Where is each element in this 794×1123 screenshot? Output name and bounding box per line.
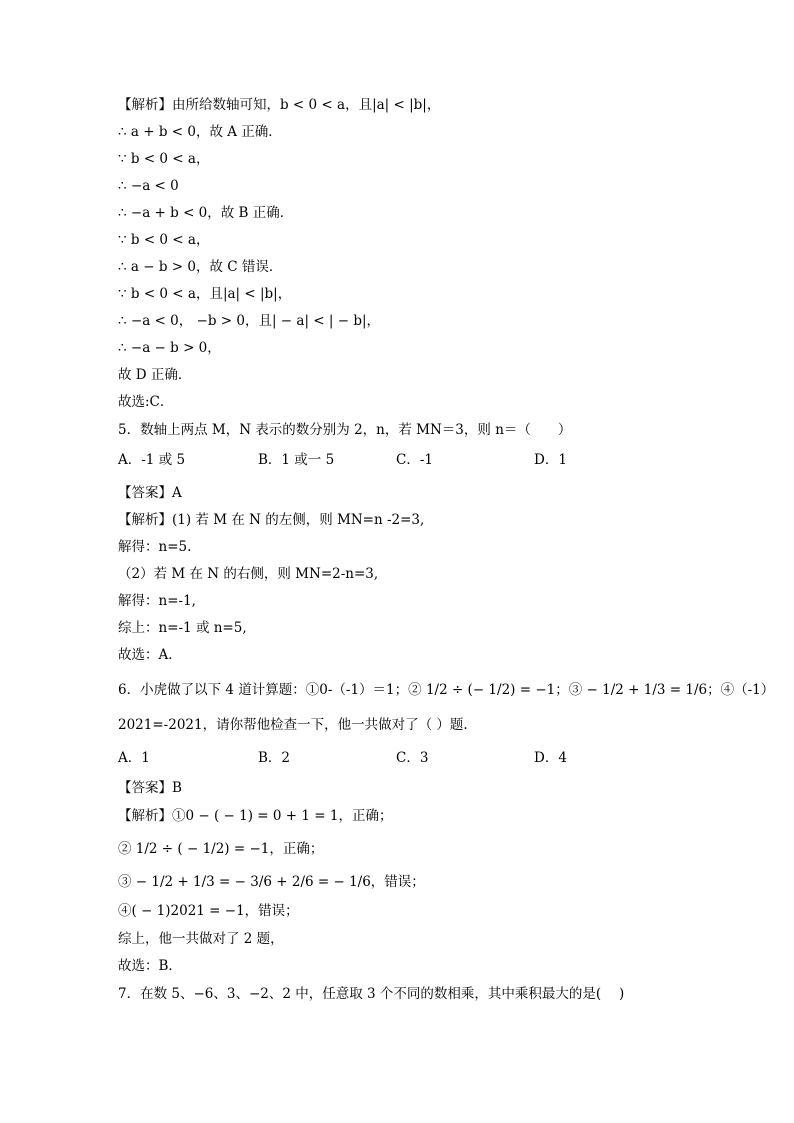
answer-choice-line: 故选:C．: [118, 394, 174, 410]
analysis-line: 综上：n=-1 或 n=5,: [118, 620, 247, 636]
option-d: D．4: [534, 750, 567, 766]
analysis-line: ∴ −a < 0， −b > 0，且| − a| < | − b|，: [118, 313, 381, 329]
analysis-line: ∴ −a − b > 0，: [118, 340, 221, 356]
answer-line: 【答案】B: [118, 780, 182, 796]
option-b: B．2: [258, 750, 291, 766]
answer-choice-line: 故选：B．: [118, 958, 182, 974]
option-b: B．1 或一 5: [258, 452, 335, 468]
question-6-options: [118, 749, 678, 767]
option-a: A．1: [118, 750, 150, 766]
analysis-line: 【解析】由所给数轴可知，b < 0 < a，且|a| < |b|，: [118, 97, 441, 113]
analysis-line: 综上，他一共做对了 2 题，: [118, 931, 284, 947]
option-c: C．3: [396, 750, 429, 766]
analysis-line: 解得：n=-1,: [118, 593, 196, 609]
analysis-line: ② 1/2 ÷ ( − 1/2) = −1，正确；: [118, 841, 324, 857]
analysis-line: ③ − 1/2 + 1/3 = − 3/6 + 2/6 = − 1/6，错误；: [118, 874, 425, 890]
option-d: D．1: [534, 452, 567, 468]
analysis-line: ∵ b < 0 < a，: [118, 151, 210, 167]
option-a: A．-1 或 5: [118, 452, 186, 468]
analysis-line: 故 D 正确．: [118, 367, 192, 383]
analysis-line: ∴ −a < 0: [118, 178, 179, 194]
question-6-stem: 6．小虎做了以下 4 道计算题：①0-（-1）＝1；② 1/2 ÷ (− 1/2) = −1；③ − 1/2 + 1/3 = 1/6；④（-1）: [118, 682, 775, 698]
analysis-line: 【解析】①0 − ( − 1) = 0 + 1 = 1，正确；: [118, 808, 393, 824]
question-5-stem: 5．数轴上两点 M，N 表示的数分别为 2，n，若 MN＝3，则 n＝（ ）: [118, 422, 572, 438]
analysis-line: （2）若 M 在 N 的右侧，则 MN=2-n=3,: [118, 566, 379, 582]
option-c: C．-1: [396, 452, 433, 468]
analysis-line: 解得：n=5.: [118, 539, 192, 555]
analysis-line: ∴ a + b < 0，故 A 正确．: [118, 124, 282, 140]
question-5-options: [118, 451, 678, 469]
question-7-stem: 7．在数 5、−6、3、−2、2 中，任意取 3 个不同的数相乘，其中乘积最大的是( ): [118, 986, 625, 1002]
analysis-line: ∴ a − b > 0，故 C 错误．: [118, 259, 283, 275]
analysis-line: ∵ b < 0 < a，且|a| < |b|，: [118, 286, 292, 302]
question-6-stem-cont: 2021=-2021，请你帮他检查一下，他一共做对了（ ）题.: [118, 717, 468, 733]
analysis-line: 【解析】(1) 若 M 在 N 的左侧，则 MN=n -2=3,: [118, 512, 425, 528]
answer-choice-line: 故选：A．: [118, 647, 182, 663]
answer-line: 【答案】A: [118, 485, 182, 501]
analysis-line: ∴ −a + b < 0，故 B 正确．: [118, 205, 294, 221]
analysis-line: ④( − 1)2021 = −1，错误；: [118, 903, 299, 919]
analysis-line: ∵ b < 0 < a，: [118, 232, 210, 248]
